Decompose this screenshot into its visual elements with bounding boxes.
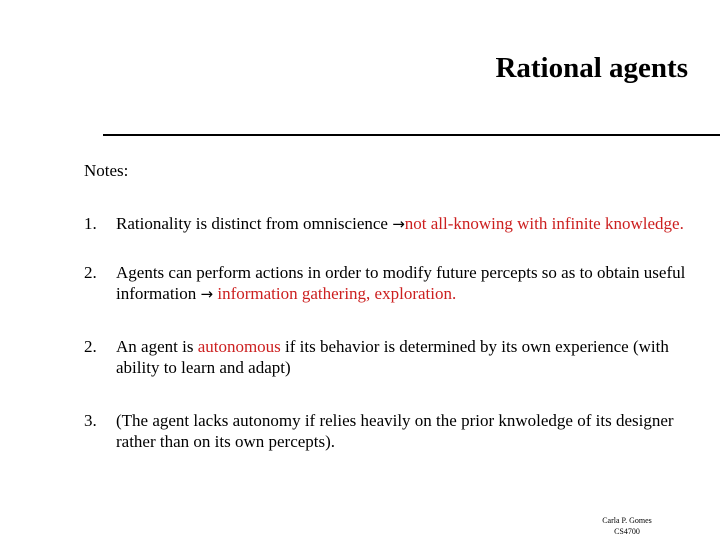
right-arrow-icon: → bbox=[392, 215, 405, 233]
list-item-text bbox=[116, 262, 694, 305]
item-text-plain: An agent is bbox=[116, 337, 198, 356]
list-item-2 bbox=[84, 262, 694, 305]
item-text-highlight: autonomous bbox=[197, 337, 281, 356]
list-item-number: 2. bbox=[84, 337, 97, 356]
list-item-number: 1. bbox=[84, 214, 97, 233]
item-text-plain: Rationality is distinct from omniscience bbox=[116, 214, 393, 233]
list-item-number: 2. bbox=[84, 263, 97, 282]
list-item-text: (The agent lacks autonomy if relies heavily on the prior knwoledge of its designer rather than on its own percepts). bbox=[116, 411, 674, 451]
list-item-4 bbox=[84, 410, 694, 452]
footer-course: CS4700 bbox=[614, 527, 640, 536]
list-item-text bbox=[116, 213, 694, 235]
right-arrow-icon: → bbox=[200, 285, 214, 303]
item-text-plain: Agents can perform actions in order to modify future percepts so as to obtain useful information bbox=[116, 263, 686, 303]
title-divider bbox=[103, 134, 720, 136]
footer-author: Carla P. Gomes bbox=[602, 516, 652, 525]
slide-title: Rational agents bbox=[495, 52, 688, 84]
list-item-text bbox=[116, 336, 694, 378]
list-item-3 bbox=[84, 336, 694, 378]
list-item-1 bbox=[84, 213, 694, 235]
item-text-highlight: not all-knowing with infinite knowledge. bbox=[404, 214, 684, 233]
item-text-plain-after: if its behavior is determined by its own experience (with ability to learn and adapt) bbox=[116, 337, 669, 377]
notes-label: Notes: bbox=[84, 161, 129, 180]
slide-footer bbox=[580, 515, 674, 537]
list-item-number: 3. bbox=[84, 411, 97, 430]
item-text-highlight: information gathering, exploration. bbox=[213, 284, 457, 303]
